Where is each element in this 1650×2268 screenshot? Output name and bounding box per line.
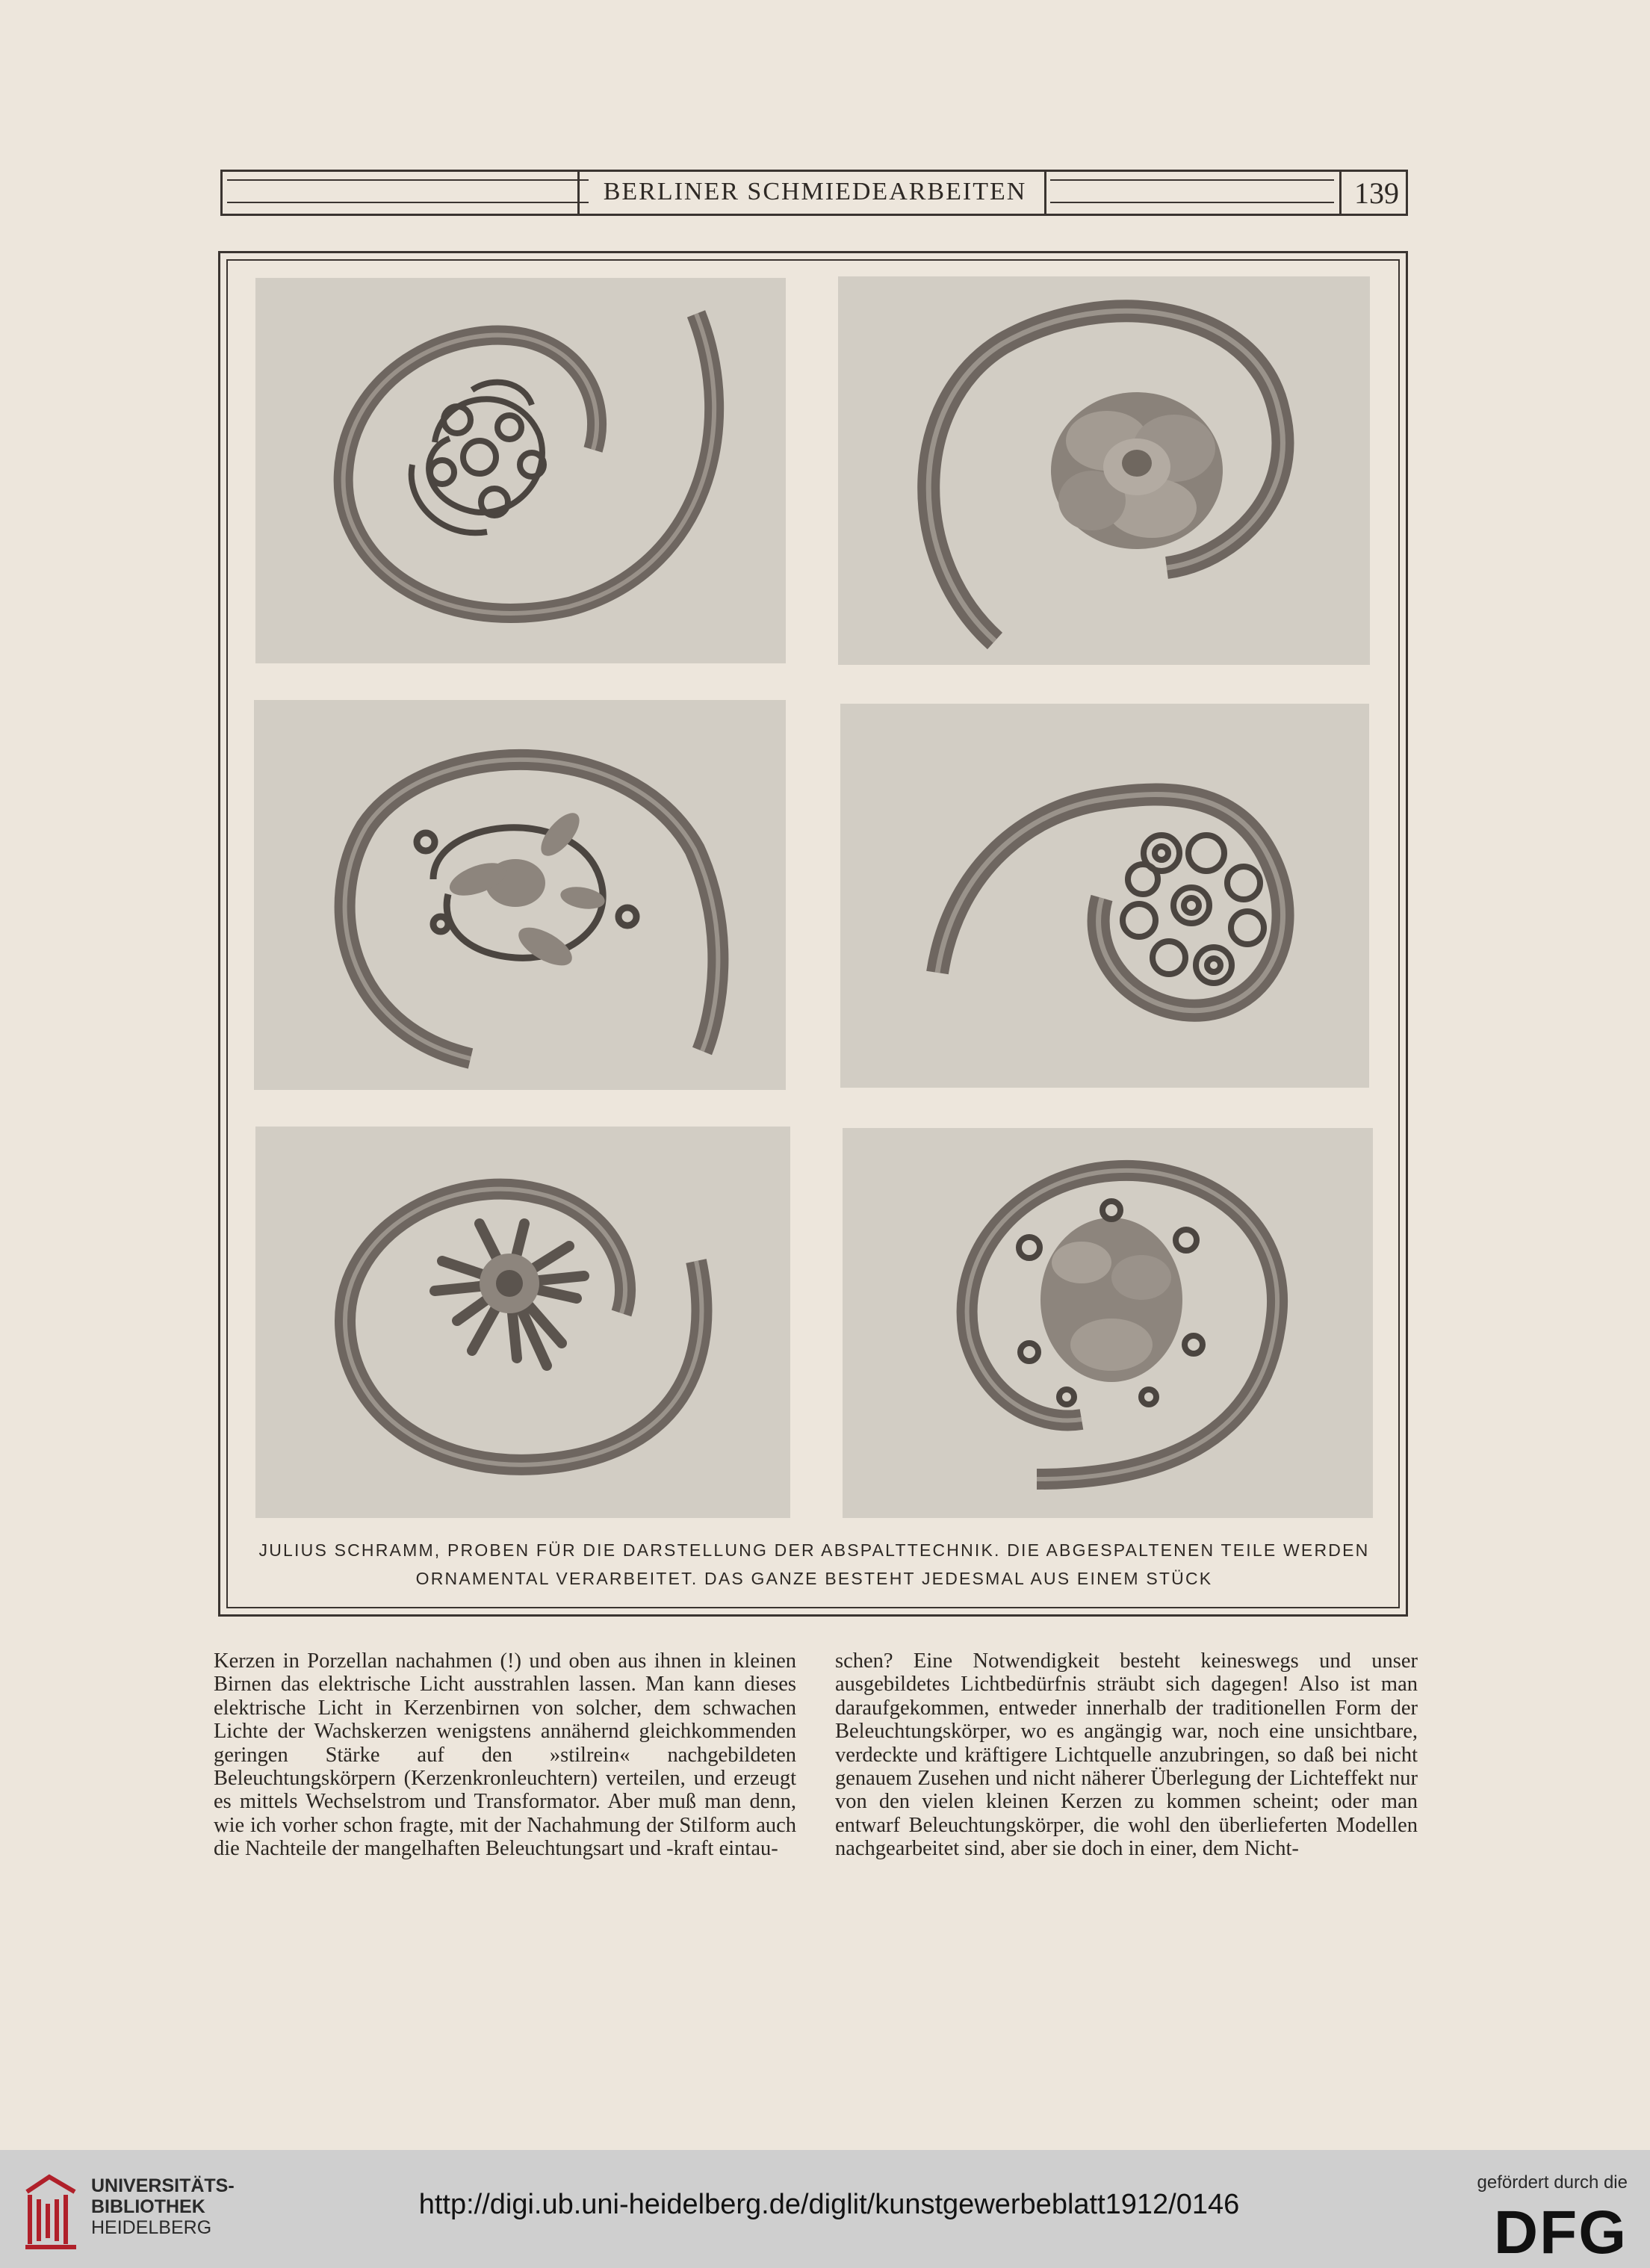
header-rule: [1050, 202, 1334, 203]
library-name-line: HEIDELBERG: [91, 2217, 212, 2238]
photo-spiral-rose: [838, 276, 1370, 665]
photo-spiral-scroll-rosette: [255, 278, 786, 663]
header-divider: [577, 170, 580, 216]
header-rule: [227, 179, 589, 181]
caption-line: JULIUS SCHRAMM, PROBEN FÜR DIE DARSTELLUNG DER ABSPALTTECHNIK. DIE ABGESPALTENEN TEILE WERDEN: [258, 1540, 1370, 1560]
body-column-right: [835, 1649, 1418, 1861]
library-name-line: UNIVERSITÄTS-: [91, 2175, 235, 2196]
photo-spiral-chrysanthemum: [255, 1127, 790, 1518]
page-number: 139: [1354, 176, 1399, 210]
photo-spiral-leaves: [254, 700, 786, 1090]
photo-spiral-mask-ornament: [843, 1128, 1373, 1518]
digitization-footer: [0, 2150, 1650, 2268]
university-library-logo[interactable]: [19, 2169, 82, 2252]
funding-label: gefördert durch die: [1477, 2172, 1628, 2193]
photo-spiral-scroll-circle: [840, 704, 1369, 1088]
body-paragraph: schen? Eine Notwendigkeit besteht keineswegs und unser ausgebildetes Lichtbedürfnis sträubt sich dagegen! Also ist man daraufgekommen, entweder innerhalb der traditionellen Form der Beleuchtungskörper, wo es angängig war, noch eine unsichtbare, verdeckte und kräftigere Lichtquelle anzubringen, so daß bei nicht genauem Zusehen und nicht näherer Überlegung der Lichteffekt nur von den vielen kleinen Kerzen zu kommen scheint; oder man entwarf Beleuchtungskörper, die wohl den überlieferten Modellen nachgearbeitet sind, aber sie doch in einer, dem Nicht-: [835, 1649, 1418, 1861]
header-divider: [1339, 170, 1342, 216]
source-url-link[interactable]: http://digi.ub.uni-heidelberg.de/diglit/kunstgewerbeblatt1912/0146: [418, 2189, 1240, 2220]
header-rule: [227, 202, 589, 203]
running-header: [220, 170, 1408, 216]
body-column-left: [214, 1649, 796, 1861]
header-rule: [1050, 179, 1334, 181]
header-title: BERLINER SCHMIEDEARBEITEN: [603, 178, 1027, 205]
header-divider: [1044, 170, 1046, 216]
body-paragraph: Kerzen in Porzellan nachahmen (!) und oben aus ihnen in kleinen Birnen das elektrische Licht ausstrahlen lassen. Man kann dieses elektrische Licht in Kerzenbirnen von solcher, dem schwachen Lichte der Wachskerzen wenigstens annähernd gleichkommenden geringen Stärke auf den »stilrein« nachgebildeten Beleuchtungskörpern (Kerzenkronleuchtern) verteilen, und erzeugt es mittels Wechselstrom und Transformator. Aber muß man denn, wie ich vorher schon fragte, mit der Nachahmung der Stilform auch die Nachteile der mangelhaften Beleuchtungsart und -kraft eintau-: [214, 1649, 796, 1861]
plate-caption: [239, 1536, 1389, 1593]
dfg-logo[interactable]: DFG: [1493, 2199, 1628, 2267]
library-name[interactable]: [91, 2175, 235, 2238]
caption-line: ORNAMENTAL VERARBEITET. DAS GANZE BESTEHT JEDESMAL AUS EINEM STÜCK: [415, 1569, 1213, 1588]
library-name-line: BIBLIOTHEK: [91, 2196, 205, 2217]
